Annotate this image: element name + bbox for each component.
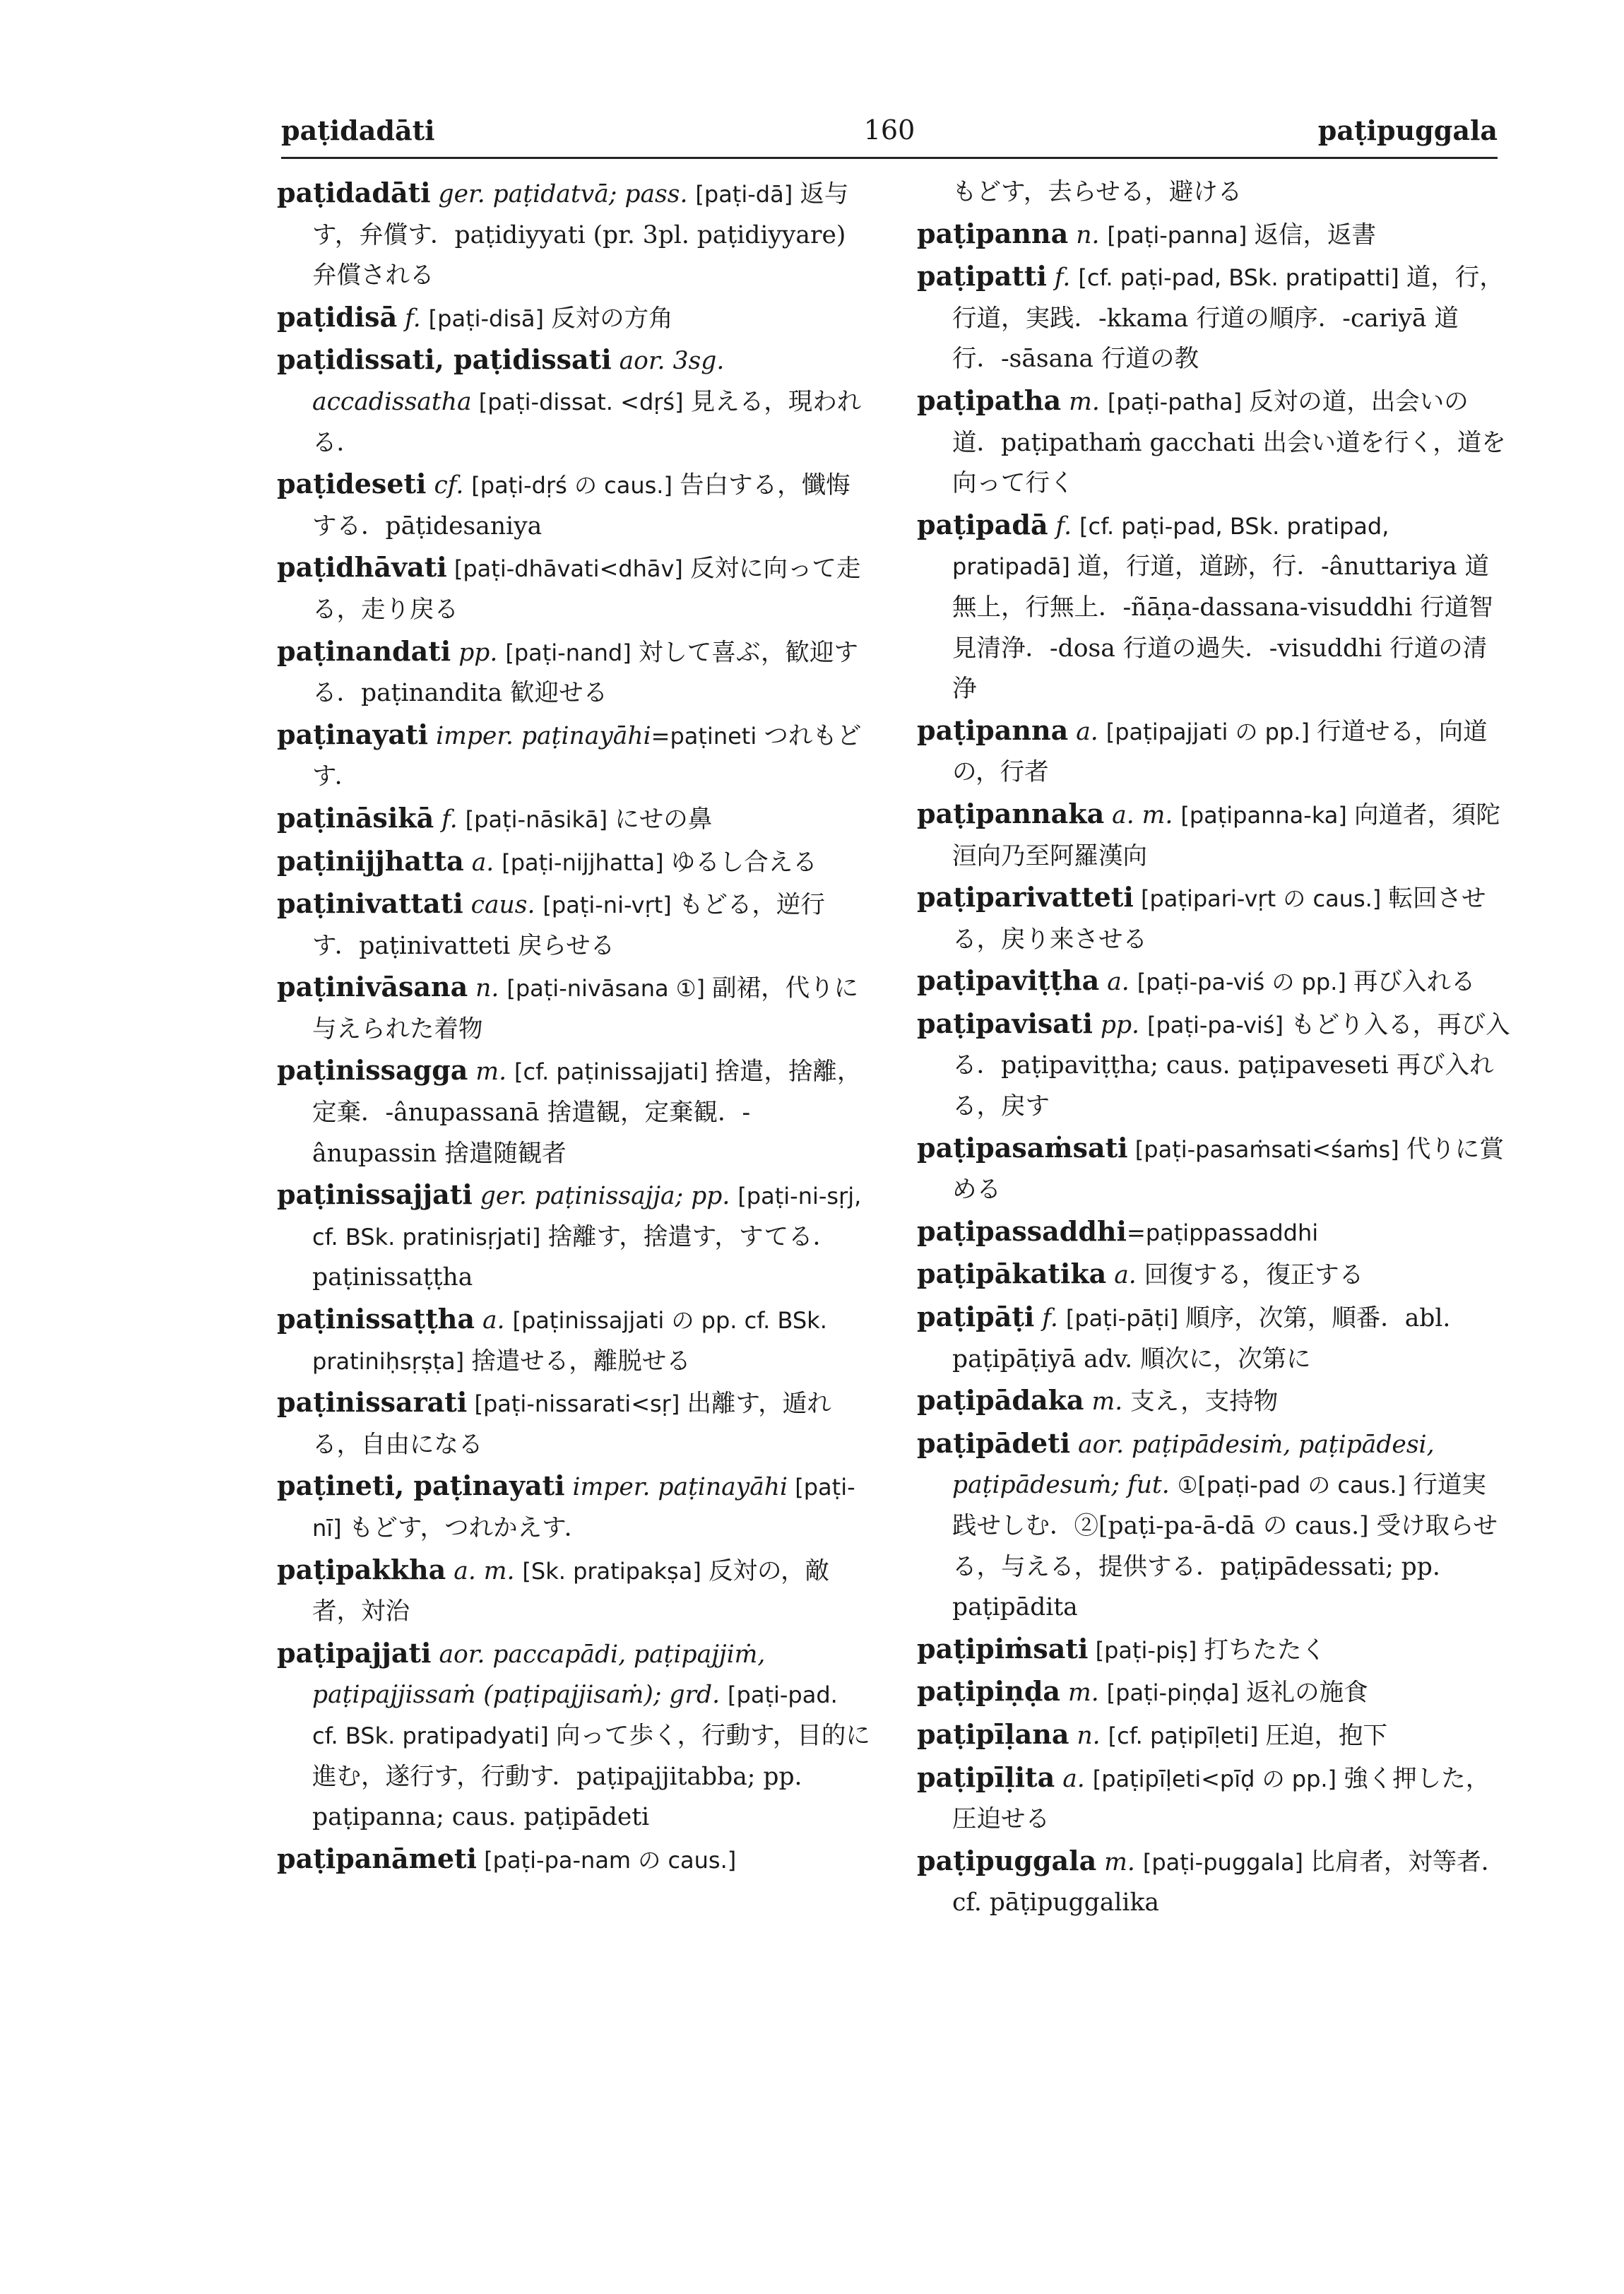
dictionary-entry [917,1840,1510,1924]
definition: 出離す，遁れる，自由になる [312,1390,831,1459]
definition: 返信，返書 [1254,220,1377,249]
etymology: [paṭi-pa-viś の pp.] [1137,969,1354,996]
dictionary-entry [277,1174,870,1299]
dictionary-entry [277,798,870,841]
definition: にせの鼻 [615,805,713,834]
headword: paṭinijjhatta [277,844,464,877]
etymology: [paṭi-ni-sṛj, cf. BSk. pratinisṛjati] [312,1183,862,1251]
dictionary-entry [277,1050,870,1174]
etymology: [paṭi-nissarati<sṛ] [467,1390,687,1418]
dictionary-entry [277,714,870,798]
headword: paṭipanna [917,714,1069,746]
grammar-label: cf. [426,471,472,500]
headword: paṭipasaṁsati [917,1131,1128,1164]
dictionary-entry [277,841,870,884]
definition: 捨離す，捨遣す，すてる． [547,1222,838,1251]
grammar-label: m. [1061,387,1108,416]
dictionary-entry [277,1838,870,1881]
definition: 捨遣，捨離，定棄．-ânupassanā 捨遣観，定棄観．-ânupassin 捨遣随観者 [312,1058,862,1168]
etymology: [paṭi-pasaṁsati<śaṁs] [1127,1135,1406,1163]
headword: paṭipiṇḍa [917,1675,1061,1708]
left-guide-word: paṭidadāti [281,114,435,146]
definition: 道，行道，道跡，行．-ânuttariya 道無上，行無上．-ñāṇa-dassana-visuddhi 行道智見清浄．-dosa 行道の過失．-visuddhi 行道の清浄 [952,552,1493,704]
inflection-note: paṭipaviṭṭha; caus. paṭipaveseti 再び入れる，戻す [952,1051,1494,1121]
etymology: [paṭi-puggala] [1142,1848,1311,1876]
dictionary-entry [917,172,1510,213]
dictionary-entry [277,1382,870,1465]
grammar-label: imper. paṭinayāhi [564,1473,788,1502]
definition: 向って歩く，行動す，目的に進む，遂行す，行動す． [312,1721,870,1791]
etymology: [paṭi-piṇḍa] [1106,1679,1247,1707]
dictionary-entry [917,504,1510,710]
etymology: [cf. paṭi-pad, BSk. pratipad, pratipadā] [952,512,1389,581]
grammar-label: a. [475,1306,513,1335]
inflection-note: cf. pāṭipuggalika [952,1888,1159,1917]
dictionary-entry [277,547,870,630]
headword: paṭipatha [917,384,1062,416]
definition: 打ちたたく [1204,1636,1326,1665]
definition: 比肩者，対等者． [1310,1847,1506,1876]
etymology: [paṭi-panna] [1107,221,1255,249]
etymology: [paṭipīḷeti<pīḍ の pp.] [1092,1765,1344,1792]
grammar-label: n. [1068,220,1108,249]
definition: 行道せる，向道の，行者 [952,717,1488,787]
dictionary-entry [917,710,1510,793]
grammar-label: a. m. [446,1556,523,1585]
dictionary-entry [277,297,870,340]
etymology: [paṭi-nāsikā] [465,805,615,833]
etymology: [paṭi-nivāsana ①] [506,975,713,1003]
headword: paṭinissagga [277,1054,468,1087]
headword: paṭipadā [917,508,1048,540]
definition: 告白する，懺悔する． [312,471,850,540]
dictionary-entry [917,1128,1510,1211]
headword: paṭipajjati [277,1636,432,1669]
grammar-label: f. [1034,1304,1066,1333]
dictionary-entry [277,1633,870,1838]
dictionary-entry [917,1714,1510,1757]
right-guide-word: paṭipuggala [1317,114,1498,146]
definition: 圧迫，抱下 [1265,1721,1388,1750]
grammar-label: ger. paṭidatvā; pass. [430,180,696,208]
etymology: [cf. paṭinissajjati] [514,1058,716,1086]
definition: つれもどす． [312,721,862,791]
definition: 返与す，弁償す． [312,180,849,249]
grammar-label: n. [468,974,507,1003]
grammar-label: a. [1106,1261,1144,1290]
grammar-label: m. [468,1058,515,1087]
headword: paṭinissarati [277,1386,468,1419]
inflection-note: paṭidiyyati (pr. 3pl. paṭidiyyare) 弁償される [312,220,846,290]
headword: paṭidissati, paṭidissati [277,343,612,376]
etymology: [paṭi-pāṭi] [1065,1305,1186,1332]
page-number: 160 [863,114,915,146]
dictionary-entry [277,1549,870,1633]
dictionary-entry [277,172,870,297]
definition: 代りに賞める [952,1135,1504,1205]
grammar-label: m. [1060,1679,1107,1708]
headword: paṭineti, paṭinayati [277,1470,565,1502]
headword: paṭidadāti [277,177,431,208]
etymology: [paṭi-dhāvati<dhāv] [446,555,691,583]
headword: paṭinissajjati [277,1178,473,1211]
headword: paṭinivattati [277,887,463,920]
headword: paṭipuggala [917,1844,1097,1876]
headword: paṭipavisati [917,1007,1093,1039]
dictionary-entry [277,339,870,463]
definition: もどる，逆行す． [312,891,825,960]
etymology: ①[paṭi-pad の caus.] [1177,1472,1413,1499]
etymology: [paṭi-pa-nam の caus.] [477,1846,737,1874]
headword: paṭipakkha [277,1553,446,1585]
etymology: [paṭinissajjati の pp. cf. BSk. pratiniḥsṛṣṭa] [312,1307,827,1375]
grammar-label: imper. paṭinayāhi [428,721,651,750]
grammar-label: f. [1048,512,1080,540]
etymology: [paṭi-pad. cf. BSk. pratipadyati] [312,1681,838,1749]
etymology: [cf. paṭipīḷeti] [1108,1722,1266,1749]
grammar-label: aor. paccapādi, paṭipajjiṁ, paṭipajjissaṁ (paṭipajjisaṁ); grd. [312,1640,766,1710]
left-column [277,172,870,1881]
grammar-label: pp. [451,638,506,667]
grammar-label: f. [1046,264,1079,292]
etymology: =paṭineti [651,722,764,750]
definition: 道，行，行道，実践．-kkama 行道の順序．-cariyā 道行．-sāsana 行道の教 [952,264,1504,374]
etymology: [paṭi-nī] [312,1474,855,1542]
definition: 見える，現われる． [312,387,862,457]
headword: paṭipiṁsati [917,1632,1089,1665]
headword: paṭidisā [277,300,398,333]
inflection-note: pāṭidesaniya [385,512,543,540]
dictionary-entry [917,1423,1510,1628]
definition: 反対の道，出会いの道．paṭipathaṁ gacchati 出会い道を行く，道を向って行く [952,387,1506,498]
headword: paṭipanna [917,217,1069,249]
headword: paṭipannaka [917,797,1105,829]
dictionary-entry [917,1671,1510,1714]
dictionary-entry [917,960,1510,1003]
headword: paṭipanāmeti [277,1842,477,1874]
etymology: [paṭi-dissat. <dṛś] [471,388,691,415]
dictionary-entry [917,1253,1510,1296]
grammar-label: a. m. [1104,800,1181,829]
etymology: [paṭipajjati の pp.] [1106,718,1317,745]
etymology: [paṭi-nijjhatta] [502,849,671,876]
dictionary-entry [917,380,1510,504]
etymology: =paṭippassaddhi [1127,1219,1319,1246]
dictionary-entry [917,793,1510,877]
dictionary-entry [917,1211,1510,1254]
grammar-label: n. [1069,1721,1108,1750]
headword: paṭipādeti [917,1426,1071,1459]
grammar-label: pp. [1092,1010,1147,1039]
dictionary-entry [917,1003,1510,1128]
etymology: [paṭi-disā] [428,305,552,332]
headword: paṭipāṭi [917,1301,1035,1333]
dictionary-entry [917,256,1510,380]
dictionary-entry [917,1296,1510,1380]
etymology: [paṭi-pa-viś] [1146,1011,1291,1039]
headword: paṭinandati [277,634,451,667]
headword: paṭināsikā [277,801,434,834]
etymology: [paṭi-ni-vṛt] [543,892,679,919]
dictionary-entry [277,1299,870,1382]
inflection-note: paṭinissaṭṭha [312,1263,473,1292]
dictionary-entry [277,463,870,547]
definition: 反対の，敵者，対治 [312,1556,830,1626]
etymology: [paṭi-piṣ] [1088,1636,1204,1664]
definition: 支え，支持物 [1130,1388,1279,1417]
definition: もどす，つれかえす． [348,1514,589,1542]
headword: paṭipīḷita [917,1761,1055,1793]
definition: 強く押した，圧迫せる [952,1764,1490,1834]
headword: paṭiparivatteti [917,881,1134,914]
etymology: [cf. paṭi-pad, BSk. pratipatti] [1078,264,1406,292]
running-head [281,114,1498,154]
headword: paṭipākatika [917,1258,1107,1290]
dictionary-entry [917,1757,1510,1840]
dictionary-entry [917,1628,1510,1672]
header-rule [281,157,1498,159]
definition: 反対の方角 [551,304,673,333]
dictionary-entry [277,631,870,714]
definition: もどす，去らせる，避ける [952,178,1243,206]
grammar-label: caus. [463,891,543,920]
grammar-label: aor. paṭipādesiṁ, paṭipādesi, paṭipādesuṁ; fut. [952,1430,1435,1500]
definition: 捨遣せる，離脱せる [471,1347,691,1376]
dictionary-entry [917,1380,1510,1423]
right-column [917,172,1510,1924]
headword: paṭipatti [917,260,1047,292]
headword: paṭipassaddhi [917,1214,1127,1247]
inflection-note: paṭinandita 歓迎せる [361,679,608,708]
definition: もどり入る，再び入る． [952,1010,1510,1080]
dictionary-entry [277,966,870,1050]
grammar-label: f. [434,805,466,834]
definition: 返礼の施食 [1246,1679,1368,1708]
headword: paṭinissaṭṭha [277,1303,475,1335]
headword: paṭidhāvati [277,551,447,584]
definition: 転回させる，戻り来させる [952,885,1486,954]
etymology: [paṭipanna-ka] [1180,801,1355,829]
definition: 副裙，代りに与えられた着物 [312,974,859,1043]
definition: 回復する，復正する [1144,1261,1364,1290]
etymology: [paṭi-dā] [695,181,800,208]
etymology: [Sk. pratipakṣa] [522,1557,709,1585]
definition: 向道者，須陀洹向乃至阿羅漢向 [952,800,1501,870]
dictionary-entry [917,213,1510,256]
grammar-label: a. [463,848,502,877]
grammar-label: aor. 3sg. accadissatha [312,347,725,416]
grammar-label: m. [1096,1847,1143,1876]
definition: 順序，次第，順番． [1185,1304,1405,1333]
headword: paṭipādaka [917,1384,1084,1417]
definition: 行道実践せしむ．②[paṭi-pa-ā-dā の caus.] 受け取らせる，与える，提供する． [952,1471,1498,1581]
headword: paṭinivāsana [277,971,468,1003]
grammar-label: m. [1084,1388,1131,1417]
dictionary-entry [917,877,1510,960]
etymology: [paṭi-dṛś の caus.] [471,472,680,499]
inflection-note: abl. paṭipāṭiyā adv. 順次に，次第に [952,1304,1451,1373]
etymology: [paṭi-nand] [505,639,639,666]
headword: paṭinayati [277,718,429,750]
grammar-label: ger. paṭinissajja; pp. [472,1182,738,1211]
grammar-label: a. [1099,968,1137,997]
headword: paṭipīḷana [917,1717,1069,1750]
headword: paṭideseti [277,468,427,500]
grammar-label: f. [397,304,429,333]
grammar-label: a. [1068,717,1106,746]
definition: 対して喜ぶ，歓迎する． [312,638,859,708]
headword: paṭipaviṭṭha [917,964,1100,997]
dictionary-entry [277,1465,870,1549]
inflection-note: paṭipādessati; pp. paṭipādita [952,1552,1440,1622]
etymology: [paṭi-patha] [1107,388,1250,415]
grammar-label: a. [1055,1764,1093,1793]
inflection-note: paṭipajjitabba; pp. paṭipanna; caus. paṭipādeti [312,1762,802,1832]
inflection-note: paṭinivatteti 戻らせる [359,931,615,960]
definition: ゆるし合える [670,848,817,877]
etymology: [paṭipari-vṛt の caus.] [1133,885,1389,913]
dictionary-entry [277,883,870,966]
definition: 反対に向って走る，走り戻る [312,555,861,624]
definition: 再び入れる [1353,968,1476,997]
